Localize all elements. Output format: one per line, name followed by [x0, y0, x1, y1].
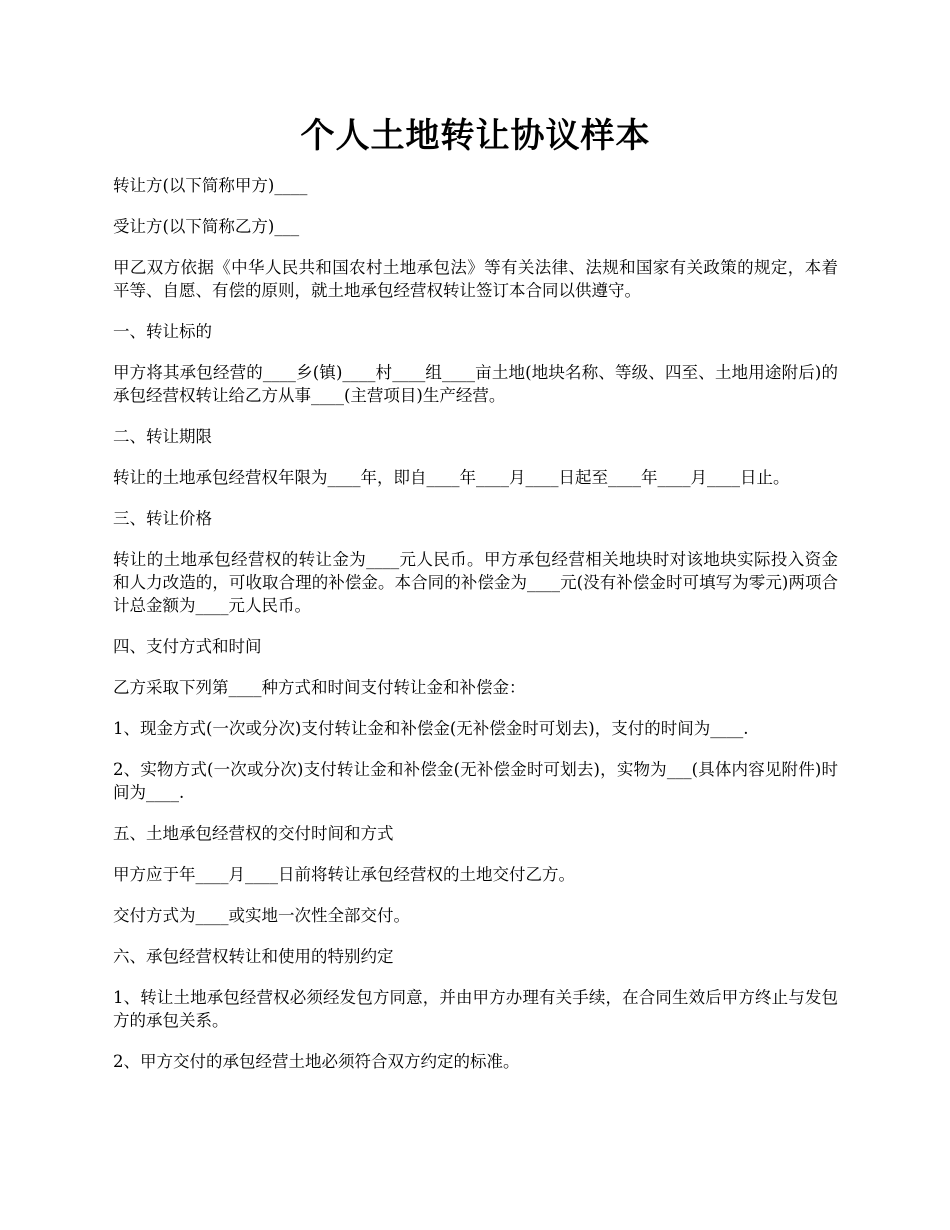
section-heading-3: 三、转让价格	[113, 509, 212, 528]
section-4-paragraph: 乙方采取下列第____种方式和时间支付转让金和补偿金：	[113, 678, 526, 697]
section-heading-6: 六、承包经营权转让和使用的特别约定	[113, 947, 394, 966]
section-heading-1: 一、转让标的	[113, 322, 212, 341]
section-2-paragraph: 转让的土地承包经营权年限为____年，即自____年____月____日起至____年____月____日止。	[113, 468, 790, 487]
section-5-paragraph-2: 交付方式为____或实地一次性全部交付。	[113, 906, 410, 925]
section-4-item-1: 1、现金方式(一次或分次)支付转让金和补偿金(无补偿金时可划去)，支付的时间为____.	[113, 719, 749, 738]
section-3-paragraph: 转让的土地承包经营权的转让金为____元人民币。甲方承包经营相关地块时对该地块实际投入资金和人力改造的，可收取合理的补偿金。本合同的补偿金为____元(没有补偿金时可填写为零元)两项合计总金额为____元人民币。	[113, 550, 838, 615]
section-heading-4: 四、支付方式和时间	[113, 637, 262, 656]
party-b-line: 受让方(以下简称乙方)___	[113, 217, 300, 236]
section-5-paragraph-1: 甲方应于年____月____日前将转让承包经营权的土地交付乙方。	[113, 865, 575, 884]
section-6-item-1: 1、转让土地承包经营权必须经发包方同意，并由甲方办理有关手续，在合同生效后甲方终止与发包方的承包关系。	[113, 988, 838, 1030]
section-heading-2: 二、转让期限	[113, 427, 212, 446]
document-title: 个人土地转让协议样本	[300, 116, 651, 156]
preamble-paragraph: 甲乙双方依据《中华人民共和国农村土地承包法》等有关法律、法规和国家有关政策的规定，本着平等、自愿、有偿的原则，就土地承包经营权转让签订本合同以供遵守。	[113, 258, 838, 300]
party-a-line: 转让方(以下简称甲方)____	[113, 176, 308, 195]
section-4-item-2: 2、实物方式(一次或分次)支付转让金和补偿金(无补偿金时可划去)，实物为___(具体内容见附件)时间为____.	[113, 760, 838, 802]
section-1-paragraph: 甲方将其承包经营的____乡(镇)____村____组____亩土地(地块名称、等级、四至、土地用途附后)的承包经营权转让给乙方从事____(主营项目)生产经营。	[113, 363, 838, 405]
section-heading-5: 五、土地承包经营权的交付时间和方式	[113, 824, 394, 843]
section-6-item-2: 2、甲方交付的承包经营土地必须符合双方约定的标准。	[113, 1052, 520, 1071]
